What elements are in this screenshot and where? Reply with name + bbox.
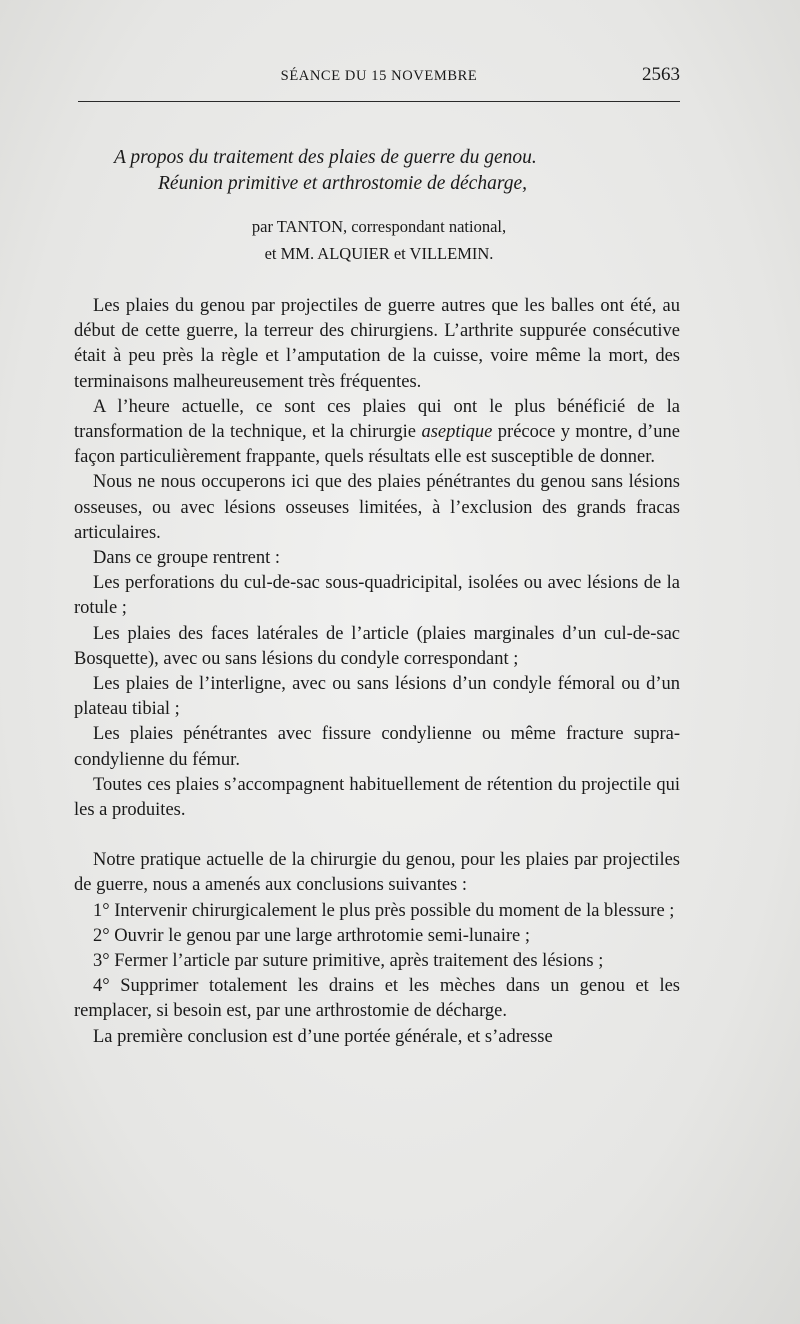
paragraph <box>74 395 680 471</box>
paragraph: Les plaies pénétrantes avec fissure condylienne ou même fracture supra-condylienne du fémur. <box>74 724 680 770</box>
paragraph: 3° Fermer l’article par suture primitive, après traitement des lésions ; <box>93 951 604 972</box>
paragraph: Dans ce groupe rentrent : <box>93 548 280 569</box>
paragraph: Les plaies des faces latérales de l’article (plaies marginales d’un cul-de-sac Bosquette), avec ou sans lésions du condyle correspondant ; <box>74 623 680 669</box>
paragraph: Les plaies de l’interligne, avec ou sans lésions d’un condyle fémoral ou d’un plateau tibial ; <box>74 674 680 720</box>
article-title <box>78 145 680 197</box>
article-title-line-1: A propos du traitement des plaies de guerre du genou. <box>114 147 537 168</box>
paragraph: La première conclusion est d’une portée générale, et s’adresse <box>93 1026 553 1047</box>
paragraph: Notre pratique actuelle de la chirurgie du genou, pour les plaies par projectiles de guerre, nous a amenés aux conclusions suivantes : <box>74 850 680 896</box>
header-rule <box>78 101 680 102</box>
byline-line-2: et MM. ALQUIER et VILLEMIN. <box>264 244 494 263</box>
article-title-line-2: Réunion primitive et arthrostomie de décharge, <box>158 173 527 194</box>
paragraph: 4° Supprimer totalement les drains et les mèches dans un genou et les remplacer, si besoin est, par une arthrostomie de décharge. <box>74 976 680 1022</box>
byline <box>78 213 680 267</box>
paragraph: Les perforations du cul-de-sac sous-quadricipital, isolées ou avec lésions de la rotule ; <box>74 573 680 619</box>
article-body <box>74 294 680 1050</box>
paragraph: 2° Ouvrir le genou par une large arthrotomie semi-lunaire ; <box>93 925 531 946</box>
running-head <box>78 62 680 92</box>
byline-line-1: par TANTON, correspondant national, <box>251 217 507 236</box>
page-number: 2563 <box>642 64 680 85</box>
paragraph-text: précoce y montre, d’une façon particulièrement frappante, quels résultats elle est susceptible de donner. <box>74 422 681 468</box>
paragraph: 1° Intervenir chirurgicalement le plus près possible du moment de la blessure ; <box>93 900 675 921</box>
paragraph: Nous ne nous occuperons ici que des plaies pénétrantes du genou sans lésions osseuses, ou avec lésions osseuses limitées, à l’exclusion des grands fracas articulaires. <box>74 472 680 543</box>
running-head-title: SÉANCE DU 15 NOVEMBRE <box>280 68 478 84</box>
paragraph: Toutes ces plaies s’accompagnent habituellement de rétention du projectile qui les a produites. <box>74 774 680 821</box>
paragraph-text: A l’heure actuelle, ce sont ces plaies qui ont le plus bénéficié de la transformation de la technique, et la chirurgie <box>74 396 680 443</box>
paragraph: Les plaies du genou par projectiles de guerre autres que les balles ont été, au début de cette guerre, la terreur des chirurgiens. L’arthrite suppurée consécutive était à peu près la règle et l’amputation de la cuisse, voire même la mort, des terminaisons malheureusement très fréquentes. <box>74 296 680 392</box>
italic-term: aseptique <box>421 422 493 443</box>
